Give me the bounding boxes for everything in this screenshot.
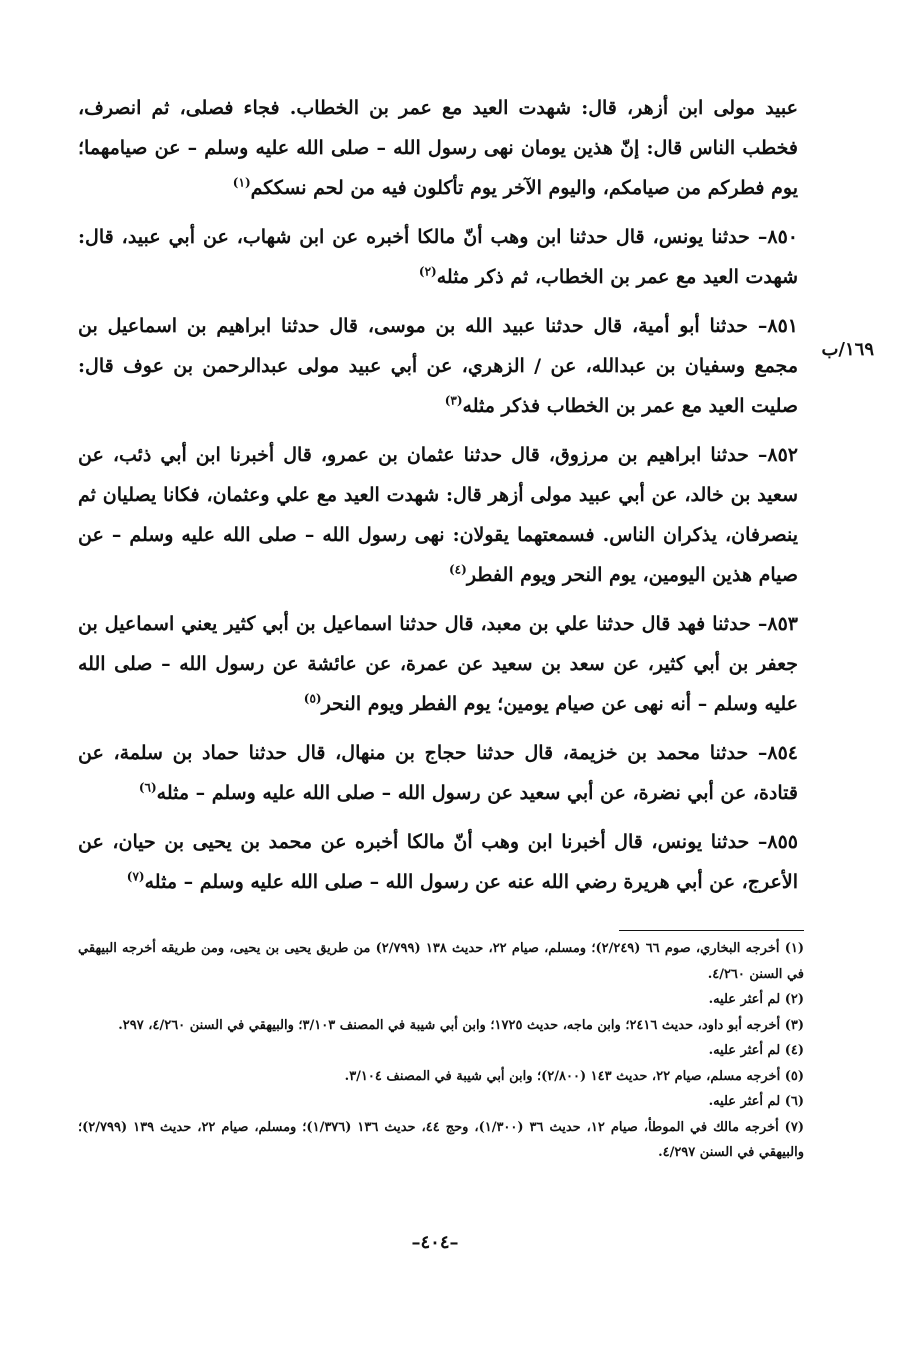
paragraph-continuation bbox=[78, 88, 798, 208]
footnote-2: (٢) لم أعثر عليه. bbox=[708, 992, 804, 1007]
body-text bbox=[78, 88, 798, 911]
footnote-reference: (٥) bbox=[303, 691, 322, 706]
paragraph-text: ٨٥٥– حدثنا يونس، قال أخبرنا ابن وهب أنّ مالكا أخبره عن محمد بن يحيى بن حيان، عن الأعرج، عن أبي هريرة رضي الله عنه عن رسول الله – صلى الله عليه وسلم – مثله bbox=[78, 831, 798, 893]
hadith-853 bbox=[78, 604, 798, 724]
footnote-1: (١) أخرجه البخاري، صوم ٦٦ (٢/٢٤٩)؛ ومسلم، صيام ٢٢، حديث ١٣٨ (٢/٧٩٩) من طريق يحيى بن يحيى، ومن طريقه أخرجه البيهقي في السنن ٤/٢٦٠. bbox=[78, 941, 804, 982]
footnote-4: (٤) لم أعثر عليه. bbox=[708, 1043, 804, 1058]
manuscript-folio-marker: ١٦٩/ب bbox=[821, 339, 874, 360]
page-number: –٤٠٤– bbox=[411, 1232, 459, 1253]
paragraph-text: ٨٥٢– حدثنا ابراهيم بن مرزوق، قال حدثنا عثمان بن عمرو، قال أخبرنا ابن أبي ذئب، عن سعيد بن خالد، عن أبي عبيد مولى أزهر قال: شهدت العيد مع علي وعثمان، فكانا يصليان ثم ينصرفان، يذكران الناس. فسمعتهما يقولان: نهى رسول الله – صلى الله عليه وسلم – عن صيام هذين اليومين، يوم النحر ويوم الفطر bbox=[78, 444, 798, 586]
paragraph-text: ٨٥١– حدثنا أبو أمية، قال حدثنا عبيد الله بن موسى، قال حدثنا ابراهيم بن اسماعيل بن مجمع وسفيان بن عبدالله، عن / الزهري، عن أبي عبيد مولى عبدالرحمن بن عوف قال: صليت العيد مع عمر بن الخطاب فذكر مثله bbox=[78, 315, 798, 417]
footnote-reference: (٣) bbox=[444, 393, 463, 408]
footnotes bbox=[78, 936, 804, 1166]
hadith-851 bbox=[78, 306, 798, 426]
hadith-852 bbox=[78, 435, 798, 595]
footnote-6: (٦) لم أعثر عليه. bbox=[708, 1094, 804, 1109]
footnote-reference: (١) bbox=[232, 175, 251, 190]
footnote-reference: (٦) bbox=[138, 780, 157, 795]
footnote-reference: (٢) bbox=[418, 264, 437, 279]
paragraph-text: عبيد مولى ابن أزهر، قال: شهدت العيد مع عمر بن الخطاب. فجاء فصلى، ثم انصرف، فخطب الناس قال: إنّ هذين يومان نهى رسول الله – صلى الله عليه وسلم – عن صيامهما؛ يوم فطركم من صيامكم، واليوم الآخر يوم تأكلون فيه من لحم نسككم bbox=[78, 97, 798, 199]
hadith-854 bbox=[78, 733, 798, 813]
hadith-850 bbox=[78, 217, 798, 297]
footnote-5: (٥) أخرجه مسلم، صيام ٢٢، حديث ١٤٣ (٢/٨٠٠)؛ وابن أبي شيبة في المصنف ٣/١٠٤. bbox=[344, 1068, 804, 1084]
footnote-reference: (٧) bbox=[126, 869, 145, 884]
hadith-855 bbox=[78, 822, 798, 902]
footnote-3: (٣) أخرجه أبو داود، حديث ٢٤١٦؛ وابن ماجه، حديث ١٧٢٥؛ وابن أبي شيبة في المصنف ٣/١٠٣؛ والبيهقي في السنن ٤/٢٦٠، ٢٩٧. bbox=[118, 1017, 804, 1033]
paragraph-text: ٨٥٤– حدثنا محمد بن خزيمة، قال حدثنا حجاج بن منهال، قال حدثنا حماد بن سلمة، عن قتادة، عن أبي نضرة، عن أبي سعيد عن رسول الله – صلى الله عليه وسلم – مثله bbox=[78, 742, 798, 804]
paragraph-text: ٨٥٣– حدثنا فهد قال حدثنا علي بن معبد، قال حدثنا اسماعيل بن أبي كثير يعني اسماعيل بن جعفر بن أبي كثير، عن سعد بن سعيد عن عمرة، عن عائشة عن رسول الله – صلى الله عليه وسلم – أنه نهى عن صيام يومين؛ يوم الفطر ويوم النحر bbox=[78, 613, 798, 715]
paragraph-text: ٨٥٠– حدثنا يونس، قال حدثنا ابن وهب أنّ مالكا أخبره عن ابن شهاب، عن أبي عبيد، قال: شهدت العيد مع عمر بن الخطاب، ثم ذكر مثله bbox=[78, 226, 798, 288]
footnote-reference: (٤) bbox=[448, 562, 467, 577]
footnote-divider bbox=[619, 930, 804, 931]
footnote-7: (٧) أخرجه مالك في الموطأ، صيام ١٢، حديث ٣٦ (١/٣٠٠)، وحج ٤٤، حديث ١٣٦ (١/٣٧٦)؛ ومسلم، صيام ٢٢، حديث ١٣٩ (٢/٧٩٩)؛ والبيهقي في السنن ٤/٢٩٧. bbox=[78, 1119, 804, 1160]
